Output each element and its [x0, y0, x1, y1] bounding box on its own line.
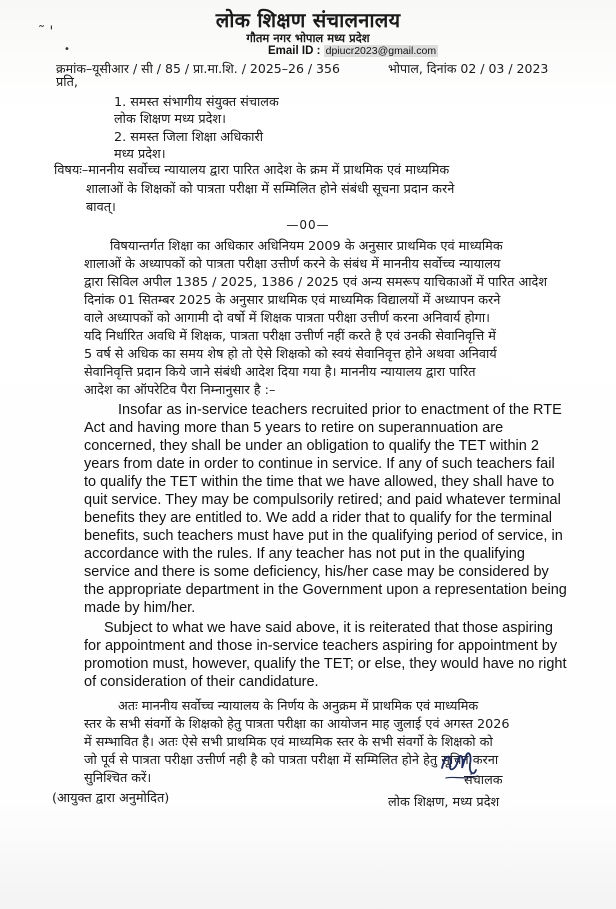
- quote-line: quit service. They may be compulsorily retired; and paid whatever terminal: [84, 492, 561, 508]
- quote-line: the appropriate department in the Government upon a representation being: [84, 582, 567, 598]
- quote-line: years from date in order to continue in service. If any of such teachers fail: [84, 456, 555, 472]
- pen-mark-icon: ˜ ': [38, 24, 54, 40]
- paragraph-line: 5 वर्ष से अधिक का समय शेष हो तो ऐसे शिक्षको को स्वयं सेवानिवृत्त होने अथवा अनिवार्य: [84, 347, 497, 362]
- paragraph-line: वाले अध्यापकों को आगामी दो वर्षो में शिक्षक पात्रता परीक्षा उत्तीर्ण करना अनिवार्य होगा।: [84, 311, 491, 326]
- email-line: [268, 45, 438, 57]
- recipient-line: 1. समस्त संभागीय संयुक्त संचालक: [114, 95, 279, 110]
- quote-line: accordance with the rules. If any teacher has not put in the qualifying: [84, 546, 525, 562]
- office-address: गौतम नगर भोपाल मध्य प्रदेश: [246, 31, 370, 45]
- quote-line: of consideration of their candidature.: [84, 674, 319, 690]
- paragraph-line: शालाओं के अध्यापकों को पात्रता परीक्षा उत्तीर्ण करने के संबंध में माननीय सर्वोच्च न्यायालय: [84, 257, 501, 272]
- subject-line: विषयः–माननीय सर्वोच्च न्यायालय द्वारा पारित आदेश के क्रम में प्राथमिक एवं माध्यमिक: [54, 163, 450, 178]
- paragraph-line: अतः माननीय सर्वोच्च न्यायालय के निर्णय के अनुक्रम में प्राथमिक एवं माध्यमिक: [118, 699, 479, 714]
- office-title: लोक शिक्षण संचालनालय: [215, 8, 401, 32]
- reference-number: क्रमांक–यूसीआर / सी / 85 / प्रा.मा.शि. / 2025–26 / 356: [56, 61, 340, 76]
- email-label: Email ID :: [268, 45, 321, 57]
- recipient-line: 2. समस्त जिला शिक्षा अधिकारी: [114, 130, 264, 145]
- paragraph-line: में सम्भावित है। अतः ऐसे सभी प्राथमिक एवं माध्यमिक स्तर के सभी संवर्गो के शिक्षको को: [84, 735, 493, 750]
- prati-label: प्रति,: [56, 75, 78, 90]
- quote-line: Insofar as in-service teachers recruited prior to enactment of the RTE: [118, 402, 562, 418]
- dot-mark-icon: •: [64, 44, 70, 55]
- signatory-designation: संचालक: [464, 773, 503, 788]
- quote-line: concerned, they shall be under an obligation to qualify the TET within 2: [84, 438, 539, 454]
- approval-note: (आयुक्त द्वारा अनुमोदित): [52, 791, 170, 806]
- quote-line: benefits they are entitled to. We add a rider that to qualify for the terminal: [84, 510, 553, 526]
- paragraph-line: विषयान्तर्गत शिक्षा का अधिकार अधिनियम 2009 के अनुसार प्राथमिक एवं माध्यमिक: [110, 239, 503, 254]
- paragraph-line: द्वारा सिविल अपील 1385 / 2025, 1386 / 2025 एवं अन्य समरूप याचिकाओं में पारित आदेश: [84, 275, 548, 290]
- quote-line: Act and having more than 5 years to retire on superannuation are: [84, 420, 504, 436]
- quote-line: service and there is some deficiency, his/her case may be considered by: [84, 564, 549, 580]
- quote-line: for appointment and those in-service teachers aspiring for appointment by: [84, 638, 558, 654]
- section-divider: —00—: [286, 218, 330, 232]
- quote-line: made by him/her.: [84, 600, 196, 616]
- letter-date: भोपाल, दिनांक 02 / 03 / 2023: [388, 61, 549, 76]
- paragraph-line: सुनिश्चित करें।: [84, 771, 152, 786]
- quote-line: to qualify the TET within the time that we have allowed, they shall have to: [84, 474, 555, 490]
- paragraph-line: यदि निर्धारित अवधि में शिक्षक, पात्रता परीक्षा उत्तीर्ण नहीं करते है एवं उनकी सेवानिवृत्ति में: [84, 329, 496, 344]
- signatory-office: लोक शिक्षण, मध्य प्रदेश: [388, 795, 500, 810]
- paragraph-line: सेवानिवृत्ति प्रदान किये जाने संबंधी आदेश दिया गया है। माननीय न्यायालय द्वारा पारित: [84, 365, 476, 380]
- recipient-line: मध्य प्रदेश।: [114, 147, 166, 162]
- recipient-line: लोक शिक्षण मध्य प्रदेश।: [114, 112, 226, 127]
- subject-line: बावत्।: [86, 200, 116, 215]
- paragraph-line: जो पूर्व से पात्रता परीक्षा उत्तीर्ण नही है को पात्रता परीक्षा में सम्मिलित होने हेतु सूचित करना: [84, 753, 499, 768]
- paragraph-line: आदेश का ऑपरेटिव पैरा निम्नानुसार है :–: [84, 383, 276, 398]
- subject-line: शालाओं के शिक्षकों को पात्रता परीक्षा में सम्मिलित होने संबंधी सूचना प्रदान करने: [86, 182, 455, 197]
- quote-line: promotion must, however, qualify the TET; or else, they would have no right: [84, 656, 567, 672]
- paragraph-line: दिनांक 01 सितम्बर 2025 के अनुसार प्राथमिक एवं माध्यमिक विद्यालयों में अध्यापन करने: [84, 293, 501, 308]
- quote-line: Subject to what we have said above, it is reiterated that those aspiring: [104, 620, 553, 636]
- quote-line: benefits, such teachers must have put in the qualifying period of service, in: [84, 528, 563, 544]
- paragraph-line: स्तर के सभी संवर्गो के शिक्षको हेतु पात्रता परीक्षा का आयोजन माह जुलाई एवं अगस्त 2026: [84, 717, 510, 732]
- email-value: dpiucr2023@gmail.com: [325, 45, 437, 57]
